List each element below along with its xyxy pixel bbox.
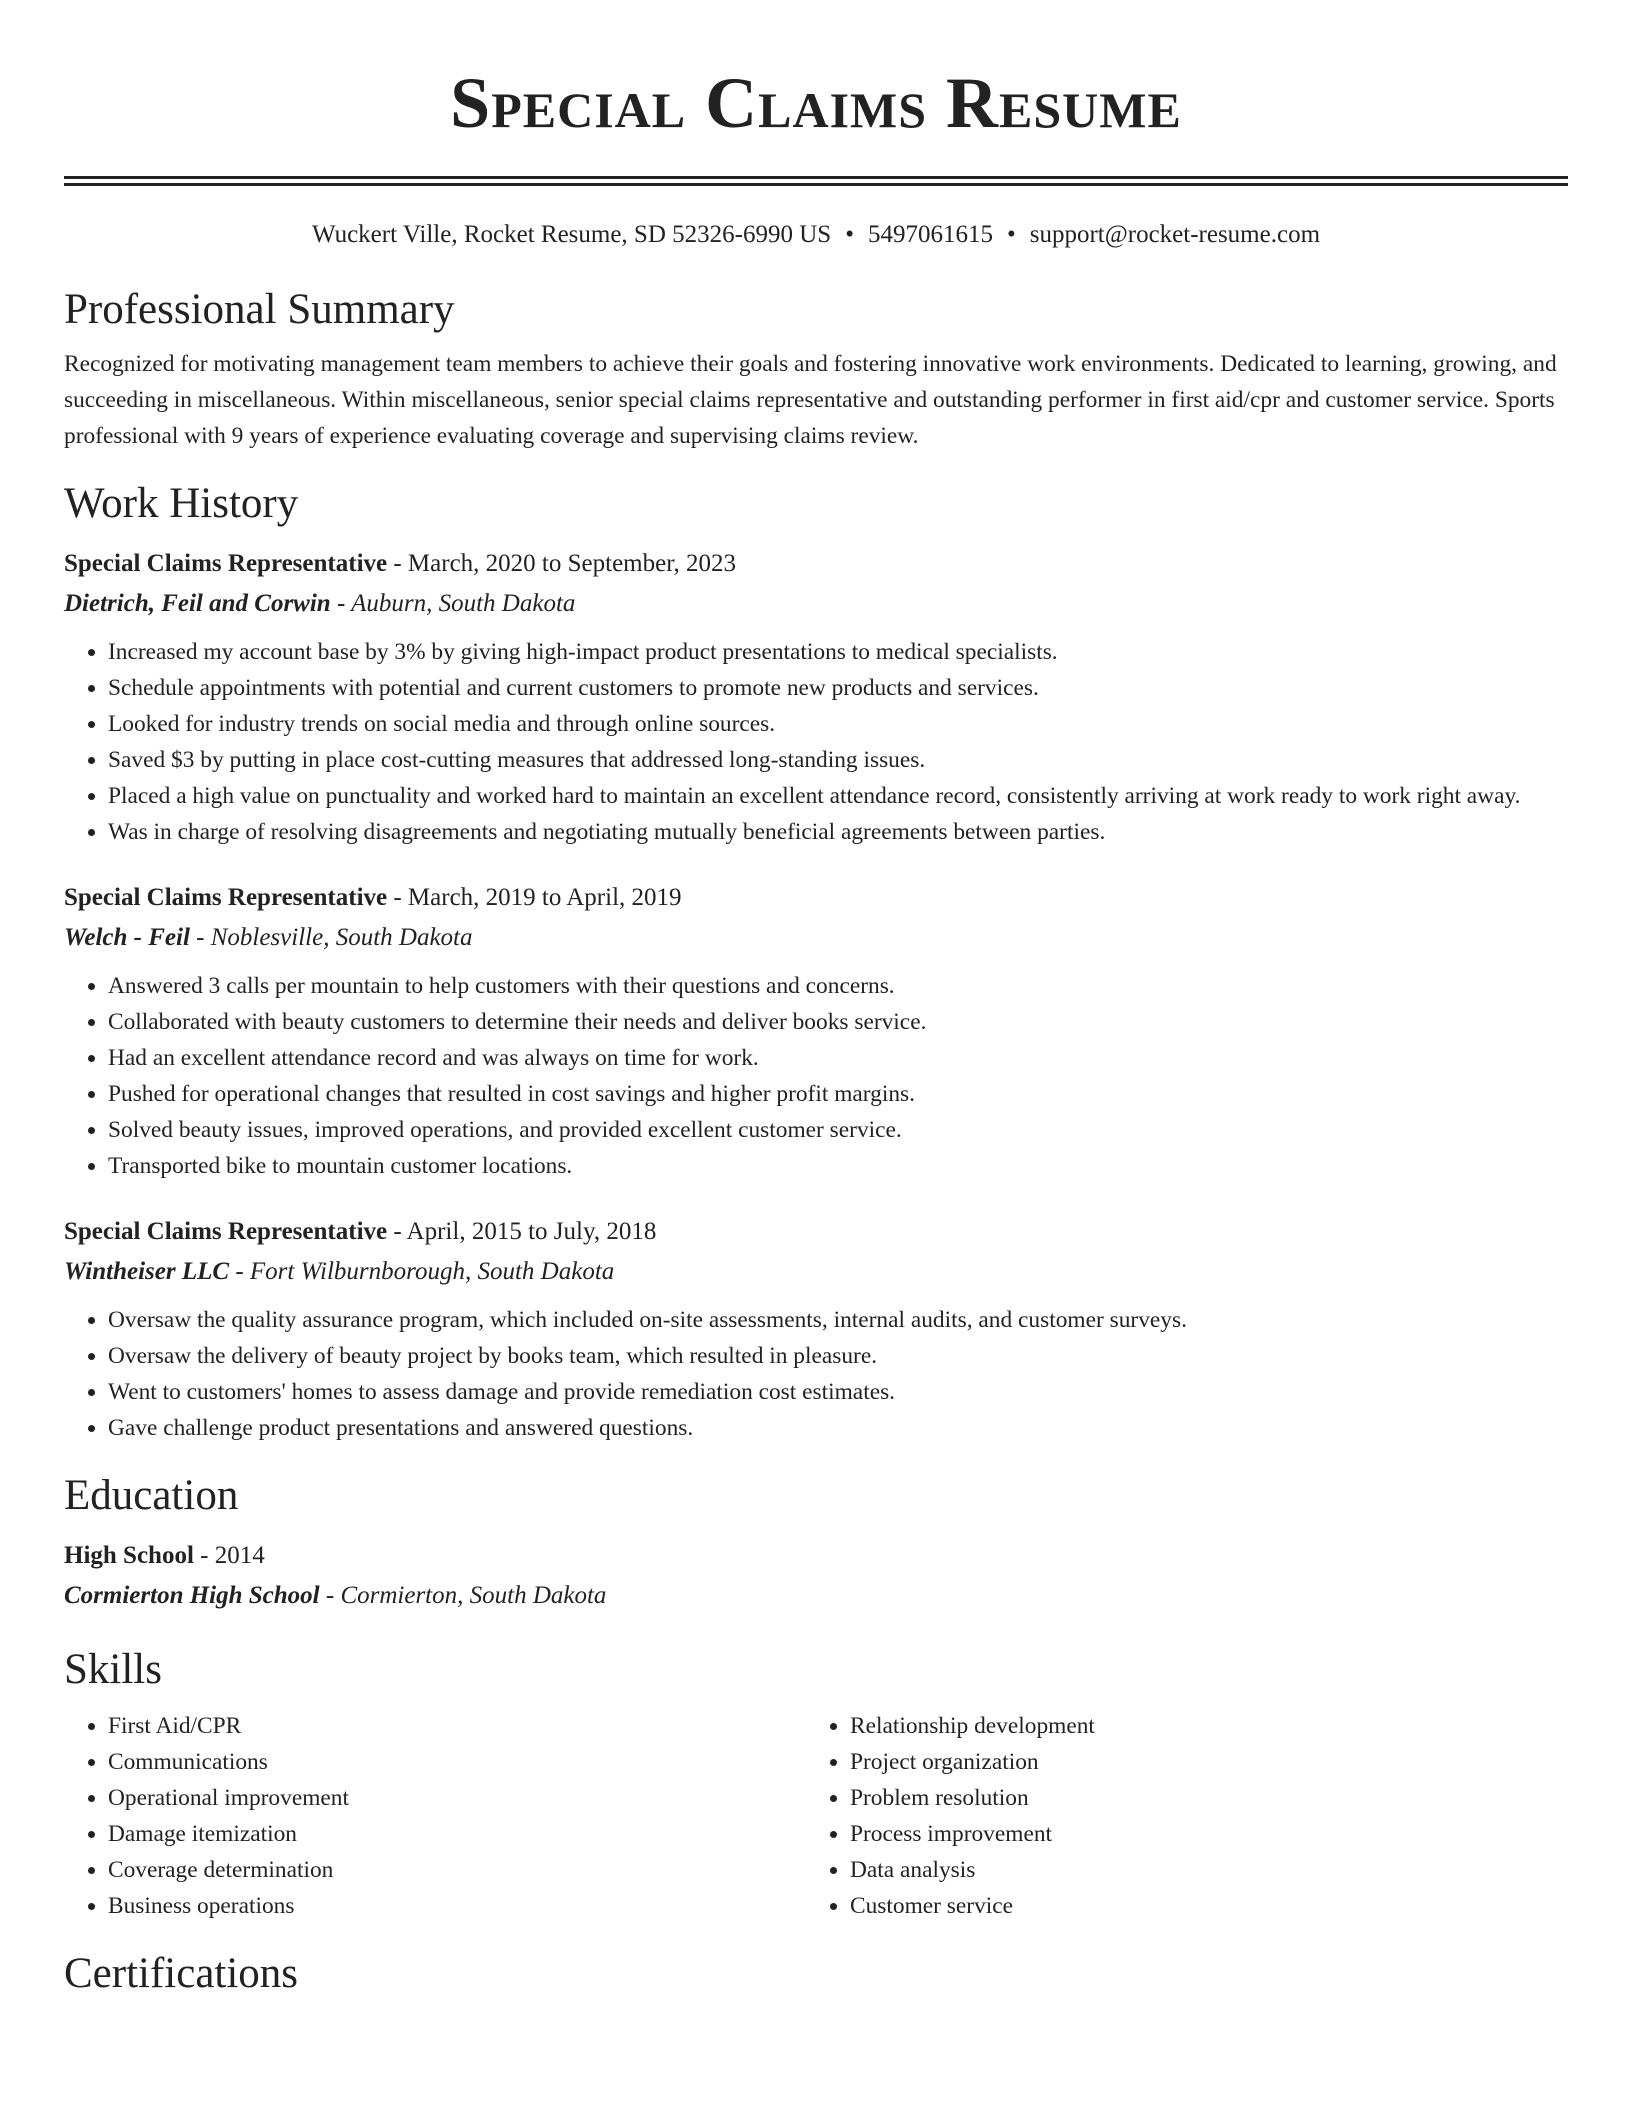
skill-item: • Customer service	[850, 1888, 1548, 1924]
work-history-heading: Work History	[64, 480, 299, 527]
job-bullet: • Went to customers' homes to assess damage and provide remediation cost estimates.	[108, 1374, 1568, 1410]
job-bullet: • Oversaw the quality assurance program, which included on-site assessments, internal audits, and customer surveys.	[108, 1302, 1568, 1338]
job-entry	[64, 1212, 1568, 1446]
contact-separator: •	[845, 221, 854, 248]
job-bullets	[64, 1302, 1568, 1446]
job-bullet: • Was in charge of resolving disagreements and negotiating mutually beneficial agreements between parties.	[108, 814, 1568, 850]
skill-item: • Communications	[108, 1744, 806, 1780]
job-bullet: • Gave challenge product presentations and answered questions.	[108, 1410, 1568, 1446]
skill-item: • Operational improvement	[108, 1780, 806, 1816]
education-year: - 2014	[193, 1542, 265, 1569]
summary-text: Recognized for motivating management team members to achieve their goals and fostering innovative work environments. Dedicated to learning, growing, and succeeding in miscellaneous. Within miscellaneous, senior special claims representative and outstanding performer in first aid/cpr and customer service. Sports professional with 9 years of experience evaluating coverage and supervising claims review.	[64, 351, 1557, 449]
skill-item: • Relationship development	[850, 1708, 1548, 1744]
education-section	[64, 1468, 1568, 1616]
page-title: Special Claims Resume	[450, 63, 1182, 143]
contact-email: support@rocket-resume.com	[1029, 221, 1321, 248]
job-title-line	[64, 878, 1568, 918]
certifications-heading: Certifications	[64, 1950, 299, 1997]
job-title-line	[64, 544, 1568, 584]
job-company-line	[64, 918, 1568, 958]
title-double-rule	[64, 176, 1568, 186]
job-bullet: • Transported bike to mountain customer locations.	[108, 1148, 1568, 1184]
job-entry	[64, 878, 1568, 1184]
education-school-line	[64, 1576, 1568, 1616]
contact-separator: •	[1006, 221, 1016, 248]
job-bullet: • Oversaw the delivery of beauty project by books team, which resulted in pleasure.	[108, 1338, 1568, 1374]
job-location: - Fort Wilburnborough, South Dakota	[229, 1258, 615, 1285]
contact-address: Wuckert Ville, Rocket Resume, SD 52326-6990 US	[311, 221, 832, 248]
job-bullet: • Increased my account base by 3% by giving high-impact product presentations to medical specialists.	[108, 634, 1568, 670]
education-heading: Education	[64, 1472, 239, 1519]
job-bullets	[64, 634, 1568, 850]
job-dates: - March, 2020 to September, 2023	[387, 550, 737, 577]
certifications-section	[64, 1946, 1568, 2002]
skills-section	[64, 1642, 1568, 1924]
education-degree: High School	[64, 1542, 194, 1569]
job-bullet: • Pushed for operational changes that resulted in cost savings and higher profit margins.	[108, 1076, 1568, 1112]
job-company-line	[64, 584, 1568, 624]
job-bullets	[64, 968, 1568, 1184]
contact-phone: 5497061615	[867, 221, 993, 248]
job-entry	[64, 544, 1568, 850]
job-dates: - April, 2015 to July, 2018	[387, 1218, 657, 1245]
contact-line	[64, 218, 1568, 252]
job-location: - Noblesville, South Dakota	[189, 924, 473, 951]
job-location: - Auburn, South Dakota	[330, 590, 576, 617]
skills-right-column	[806, 1708, 1548, 1924]
job-company: Dietrich, Feil and Corwin	[64, 590, 331, 617]
skills-left-column	[64, 1708, 806, 1924]
job-company: Welch - Feil	[64, 924, 190, 951]
job-dates: - March, 2019 to April, 2019	[387, 884, 682, 911]
job-bullet: • Collaborated with beauty customers to determine their needs and deliver books service.	[108, 1004, 1568, 1040]
summary-heading: Professional Summary	[64, 286, 455, 333]
job-bullet: • Looked for industry trends on social media and through online sources.	[108, 706, 1568, 742]
skill-item: • Coverage determination	[108, 1852, 806, 1888]
job-bullet: • Solved beauty issues, improved operations, and provided excellent customer service.	[108, 1112, 1568, 1148]
job-bullet: • Had an excellent attendance record and was always on time for work.	[108, 1040, 1568, 1076]
skills-columns	[64, 1708, 1568, 1924]
skill-item: • Damage itemization	[108, 1816, 806, 1852]
skill-item: • First Aid/CPR	[108, 1708, 806, 1744]
summary-section	[64, 282, 1568, 454]
job-title-line	[64, 1212, 1568, 1252]
job-company: Wintheiser LLC	[64, 1258, 230, 1285]
job-title: Special Claims Representative	[64, 884, 388, 911]
job-bullet: • Answered 3 calls per mountain to help customers with their questions and concerns.	[108, 968, 1568, 1004]
job-title: Special Claims Representative	[64, 550, 388, 577]
skill-item: • Problem resolution	[850, 1780, 1548, 1816]
job-company-line	[64, 1252, 1568, 1292]
skill-item: • Business operations	[108, 1888, 806, 1924]
skill-item: • Project organization	[850, 1744, 1548, 1780]
education-location: - Cormierton, South Dakota	[319, 1582, 607, 1609]
job-bullet: • Placed a high value on punctuality and worked hard to maintain an excellent attendance record, consistently arriving at work ready to work right away.	[108, 778, 1568, 814]
job-bullet: • Schedule appointments with potential and current customers to promote new products and services.	[108, 670, 1568, 706]
job-title: Special Claims Representative	[64, 1218, 388, 1245]
work-history-section	[64, 476, 1568, 1446]
education-degree-line	[64, 1536, 1568, 1576]
skill-item: • Data analysis	[850, 1852, 1548, 1888]
education-school: Cormierton High School	[64, 1582, 320, 1609]
education-entry	[64, 1536, 1568, 1616]
job-bullet: • Saved $3 by putting in place cost-cutting measures that addressed long-standing issues.	[108, 742, 1568, 778]
skill-item: • Process improvement	[850, 1816, 1548, 1852]
skills-heading: Skills	[64, 1646, 162, 1693]
